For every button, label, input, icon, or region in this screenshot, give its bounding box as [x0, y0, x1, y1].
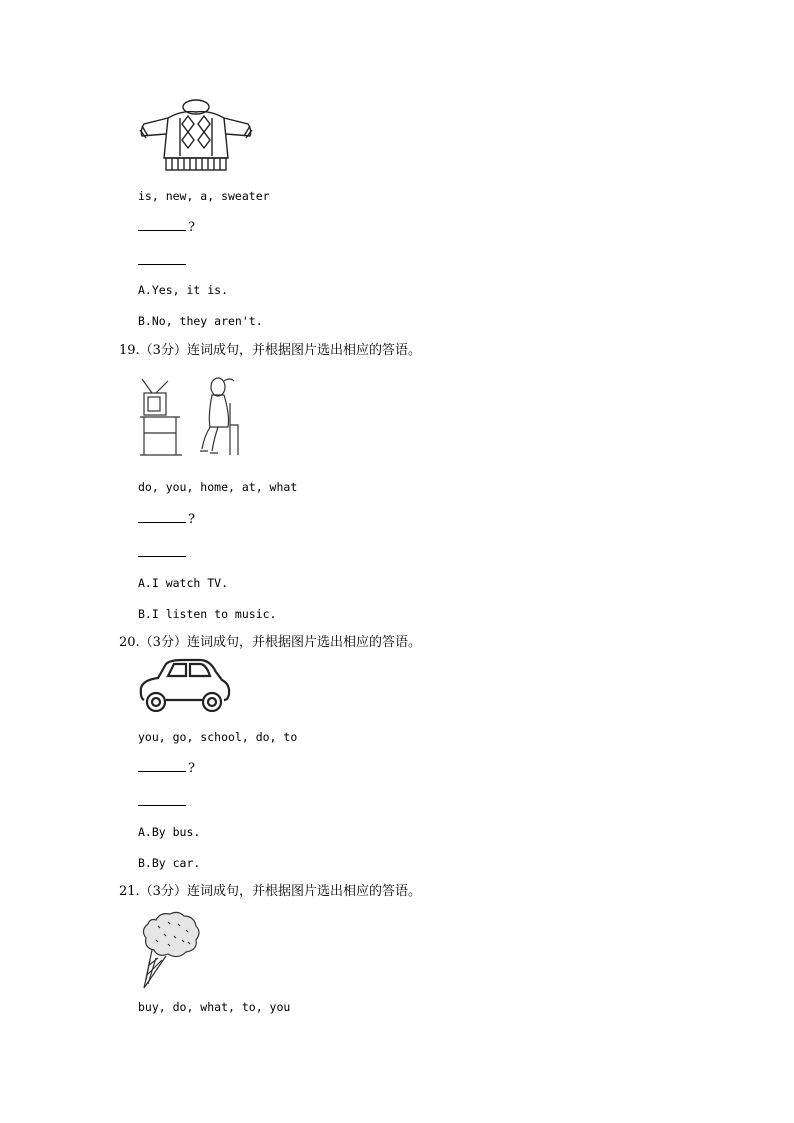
q21-words: buy, do, what, to, you: [138, 1000, 291, 1014]
q19-question-mark: ?: [188, 512, 195, 527]
q21-header: 21.（3分）连词成句，并根据图片选出相应的答语。: [119, 884, 421, 899]
q19-blank-line[interactable]: [138, 510, 186, 523]
q18-option-a: A.Yes, it is.: [138, 283, 229, 297]
q18-words: is, new, a, sweater: [138, 189, 270, 203]
q18-sentence-blank[interactable]: [138, 218, 195, 236]
q18-question-mark: ?: [188, 220, 195, 235]
sweater-image: [138, 98, 254, 176]
q20-answer-blank[interactable]: [138, 793, 186, 810]
q18-answer-blank[interactable]: [138, 252, 186, 269]
q20-header: 20.（3分）连词成句，并根据图片选出相应的答语。: [119, 635, 421, 650]
q19-words: do, you, home, at, what: [138, 480, 298, 494]
q18-blank-line[interactable]: [138, 218, 186, 231]
q20-sentence-blank[interactable]: [138, 759, 195, 777]
q20-option-a: A.By bus.: [138, 825, 201, 839]
q20-question-mark: ?: [188, 761, 195, 776]
q19-answer-blank[interactable]: [138, 544, 186, 561]
q18-answer-line[interactable]: [138, 252, 186, 265]
q19-sentence-blank[interactable]: [138, 510, 195, 528]
tv-and-girl-image: [138, 375, 244, 457]
q19-option-a: A.I watch TV.: [138, 576, 229, 590]
q19-option-b: B.I listen to music.: [138, 607, 277, 621]
q20-option-b: B.By car.: [138, 856, 201, 870]
car-image: [138, 656, 232, 716]
q19-header: 19.（3分）连词成句，并根据图片选出相应的答语。: [119, 343, 421, 358]
q18-option-b: B.No, they aren't.: [138, 314, 263, 328]
q20-words: you, go, school, do, to: [138, 730, 298, 744]
q19-answer-line[interactable]: [138, 544, 186, 557]
q20-blank-line[interactable]: [138, 759, 186, 772]
q20-answer-line[interactable]: [138, 793, 186, 806]
ice-cream-image: [138, 910, 202, 990]
